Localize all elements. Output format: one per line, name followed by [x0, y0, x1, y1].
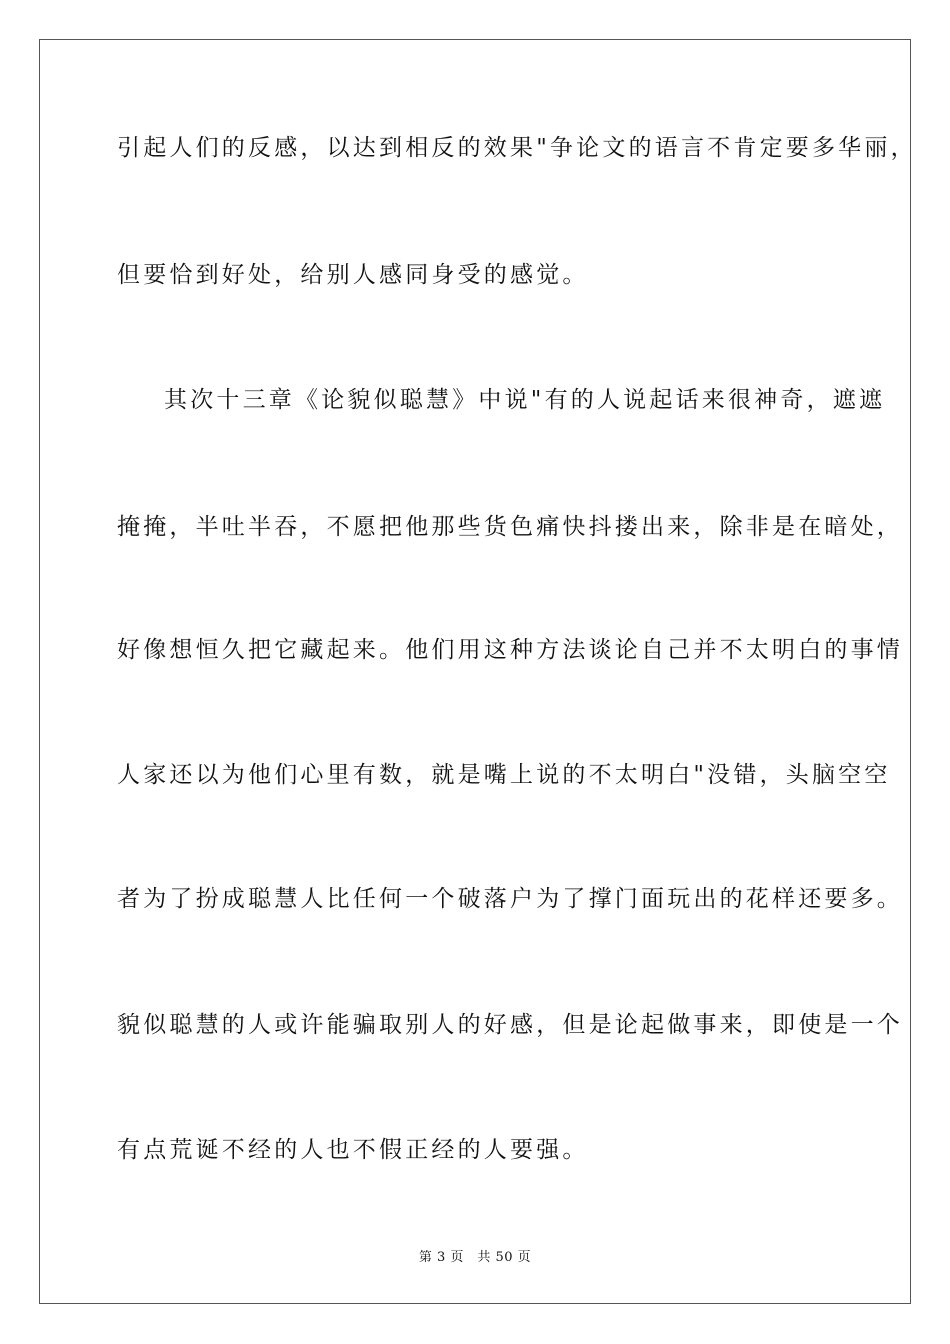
- text-line-8: 貌似聪慧的人或许能骗取别人的好感，但是论起做事来，即使是一个: [117, 1012, 903, 1038]
- text-line-5: 好像想恒久把它藏起来。他们用这种方法谈论自己并不太明白的事情: [117, 637, 903, 663]
- text-line-6: 人家还以为他们心里有数，就是嘴上说的不太明白"没错，头脑空空: [117, 762, 891, 788]
- page-number-footer: 第 3 页 共 50 页: [418, 1250, 532, 1265]
- text-line-9: 有点荒诞不经的人也不假正经的人要强。: [117, 1137, 589, 1163]
- text-line-7: 者为了扮成聪慧人比任何一个破落户为了撑门面玩出的花样还要多。: [117, 886, 903, 912]
- page-frame: [39, 39, 917, 1304]
- text-line-2: 但要恰到好处，给别人感同身受的感觉。: [117, 262, 589, 288]
- text-line-1: 引起人们的反感，以达到相反的效果"争论文的语言不肯定要多华丽，: [117, 135, 917, 161]
- text-line-3: 其次十三章《论貌似聪慧》中说"有的人说起话来很神奇，遮遮: [164, 387, 886, 413]
- text-line-4: 掩掩，半吐半吞，不愿把他那些货色痛快抖搂出来，除非是在暗处，: [117, 514, 903, 540]
